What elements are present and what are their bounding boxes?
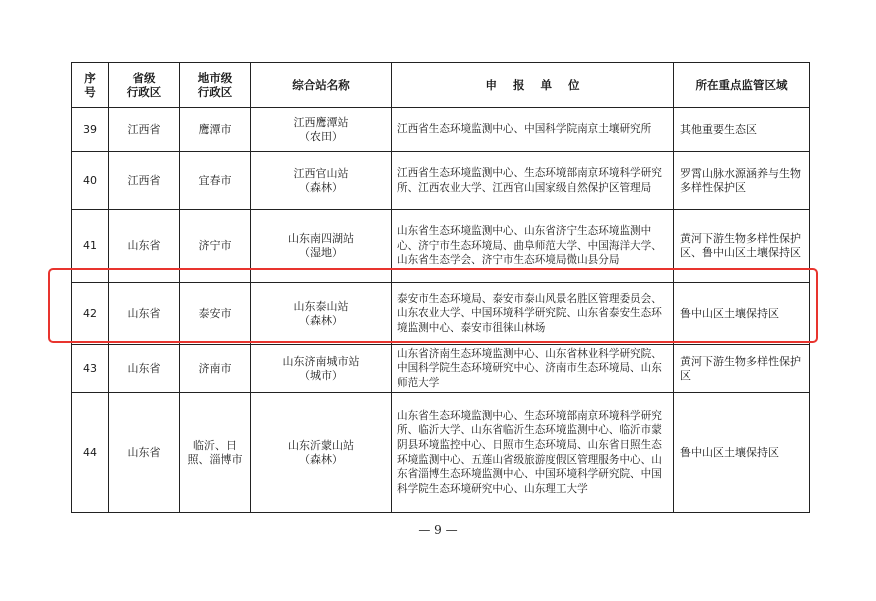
- table-row: [72, 108, 810, 152]
- cell-units: 山东省济南生态环境监测中心、山东省林业科学研究院、中国科学院生态环境研究中心、济南市生态环境局、山东师范大学: [392, 345, 674, 393]
- cell-region: 鲁中山区土壤保持区: [674, 283, 810, 345]
- cell-units: 江西省生态环境监测中心、中国科学院南京土壤研究所: [392, 108, 674, 152]
- header-city: 地市级 行政区: [180, 63, 251, 108]
- header-province: 省级 行政区: [109, 63, 180, 108]
- cell-province: 江西省: [109, 108, 180, 152]
- cell-seq: 40: [72, 152, 109, 210]
- cell-city: 济宁市: [180, 210, 251, 283]
- cell-station: 山东泰山站 （森林）: [251, 283, 392, 345]
- cell-city: 宜春市: [180, 152, 251, 210]
- cell-units: 山东省生态环境监测中心、山东省济宁生态环境监测中心、济宁市生态环境局、曲阜师范大学、中国海洋大学、山东省生态学会、济宁市生态环境局微山县分局: [392, 210, 674, 283]
- cell-province: 山东省: [109, 345, 180, 393]
- cell-station: 山东济南城市站 （城市）: [251, 345, 392, 393]
- table-row-highlighted: [72, 283, 810, 345]
- cell-region: 罗霄山脉水源涵养与生物多样性保护区: [674, 152, 810, 210]
- cell-region: 鲁中山区土壤保持区: [674, 393, 810, 513]
- table-row: [72, 210, 810, 283]
- table-header-row: [72, 63, 810, 108]
- table-row: [72, 152, 810, 210]
- page-number: — 9 —: [418, 523, 458, 537]
- header-seq: 序 号: [72, 63, 109, 108]
- cell-station: 江西鹰潭站 （农田）: [251, 108, 392, 152]
- cell-units: 泰安市生态环境局、泰安市泰山风景名胜区管理委员会、山东农业大学、中国环境科学研究院、山东省泰安生态环境监测中心、泰安市徂徕山林场: [392, 283, 674, 345]
- station-table: [71, 62, 810, 513]
- cell-city: 济南市: [180, 345, 251, 393]
- cell-city: 泰安市: [180, 283, 251, 345]
- cell-region: 黄河下游生物多样性保护区: [674, 345, 810, 393]
- cell-units: 山东省生态环境监测中心、生态环境部南京环境科学研究所、临沂大学、山东省临沂生态环境监测中心、临沂市蒙阴县环境监控中心、日照市生态环境局、山东省日照生态环境监测中心、五莲山省级旅游度假区管理服务中心、山东省淄博生态环境监测中心、中国环境科学研究院、中国科学院生态环境研究中心、山东理工大学: [392, 393, 674, 513]
- cell-region: 黄河下游生物多样性保护区、鲁中山区土壤保持区: [674, 210, 810, 283]
- header-station: 综合站名称: [251, 63, 392, 108]
- cell-station: 山东沂蒙山站 （森林）: [251, 393, 392, 513]
- cell-seq: 41: [72, 210, 109, 283]
- cell-province: 江西省: [109, 152, 180, 210]
- cell-seq: 44: [72, 393, 109, 513]
- table-row: [72, 345, 810, 393]
- table-row: [72, 393, 810, 513]
- cell-city: 鹰潭市: [180, 108, 251, 152]
- cell-seq: 43: [72, 345, 109, 393]
- cell-city: 临沂、日照、淄博市: [180, 393, 251, 513]
- cell-station: 山东南四湖站 （湿地）: [251, 210, 392, 283]
- cell-region: 其他重要生态区: [674, 108, 810, 152]
- cell-seq: 42: [72, 283, 109, 345]
- cell-units: 江西省生态环境监测中心、生态环境部南京环境科学研究所、江西农业大学、江西官山国家级自然保护区管理局: [392, 152, 674, 210]
- cell-station: 江西官山站 （森林）: [251, 152, 392, 210]
- cell-province: 山东省: [109, 283, 180, 345]
- cell-province: 山东省: [109, 210, 180, 283]
- header-region: 所在重点监管区域: [674, 63, 810, 108]
- header-units: 申 报 单 位: [392, 63, 674, 108]
- cell-province: 山东省: [109, 393, 180, 513]
- cell-seq: 39: [72, 108, 109, 152]
